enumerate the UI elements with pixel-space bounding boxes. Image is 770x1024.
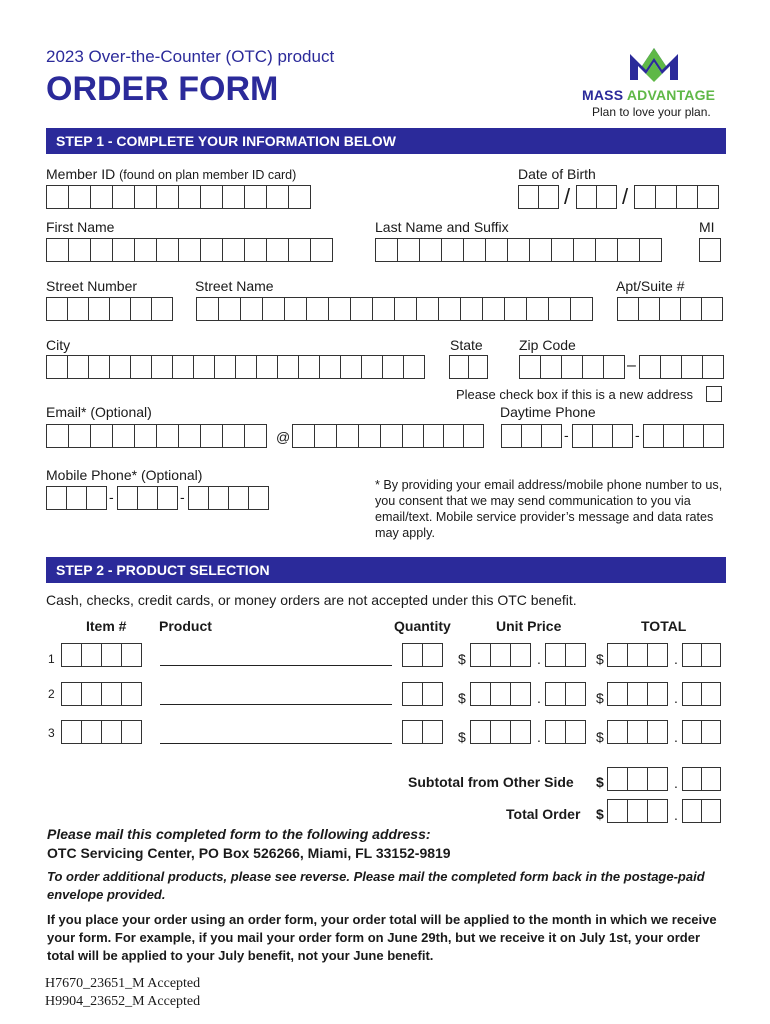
product-name-line[interactable] — [160, 704, 392, 705]
quantity-field[interactable] — [402, 720, 442, 744]
total-decimal: . — [674, 729, 678, 745]
column-total: TOTAL — [641, 618, 687, 634]
member-id-label: Member ID (found on plan member ID card) — [46, 166, 297, 182]
total-order-dollars-field[interactable] — [607, 799, 667, 823]
unit-price-decimal: . — [537, 690, 541, 706]
street-number-field[interactable] — [46, 297, 172, 321]
column-unit-price: Unit Price — [496, 618, 562, 634]
total-dollars-field[interactable] — [607, 682, 667, 706]
email-label: Email* (Optional) — [46, 404, 152, 420]
total-decimal: . — [674, 690, 678, 706]
unit-price-dollar: $ — [458, 690, 466, 706]
mail-instruction: Please mail this completed form to the following address: — [47, 826, 431, 842]
mi-field[interactable] — [699, 238, 720, 262]
daytime-line-field[interactable] — [643, 424, 723, 448]
unit-price-decimal: . — [537, 729, 541, 745]
logo-brand-mass: MASS — [582, 87, 624, 103]
new-address-checkbox[interactable] — [706, 386, 722, 402]
street-name-field[interactable] — [196, 297, 592, 321]
column-product: Product — [159, 618, 212, 634]
mobile-line-field[interactable] — [188, 486, 268, 510]
mailing-address: OTC Servicing Center, PO Box 526266, Miami, FL 33152-9819 — [47, 845, 451, 861]
zip-field[interactable] — [519, 355, 624, 379]
item-number-field[interactable] — [61, 682, 141, 706]
street-number-label: Street Number — [46, 278, 138, 294]
dob-label: Date of Birth — [518, 166, 596, 182]
first-name-field[interactable] — [46, 238, 332, 262]
total-decimal: . — [674, 651, 678, 667]
total-cents-field[interactable] — [682, 682, 720, 706]
total-cents-field[interactable] — [682, 720, 720, 744]
mobile-phone-label: Mobile Phone* (Optional) — [46, 467, 203, 483]
step2-heading: STEP 2 - PRODUCT SELECTION — [46, 557, 726, 583]
total-order-dollar: $ — [596, 806, 604, 822]
column-item: Item # — [86, 618, 127, 634]
form-code-1: H7670_23651_M Accepted — [45, 976, 201, 991]
item-number-field[interactable] — [61, 643, 141, 667]
subtotal-cents-field[interactable] — [682, 767, 720, 791]
payment-notice: Cash, checks, credit cards, or money orders are not accepted under this OTC benefit. — [46, 592, 577, 608]
unit-price-dollar: $ — [458, 651, 466, 667]
first-name-label: First Name — [46, 219, 115, 235]
page-title: ORDER FORM — [46, 70, 279, 108]
total-dollar: $ — [596, 651, 604, 667]
apt-field[interactable] — [617, 297, 722, 321]
street-name-label: Street Name — [195, 278, 274, 294]
email-at-sign: @ — [276, 429, 291, 445]
daytime-prefix-field[interactable] — [572, 424, 632, 448]
form-subtitle: 2023 Over-the-Counter (OTC) product — [46, 47, 335, 66]
total-order-label: Total Order — [506, 806, 581, 822]
city-label: City — [46, 337, 71, 353]
daytime-hyphen-2: - — [635, 427, 640, 443]
zip-dash: – — [627, 357, 636, 374]
city-field[interactable] — [46, 355, 424, 379]
state-field[interactable] — [449, 355, 487, 379]
email-tld-field[interactable] — [423, 424, 483, 448]
row-number: 2 — [48, 687, 55, 701]
dob-year-field[interactable] — [634, 185, 718, 209]
order-month-note: If you place your order using an order form, your order total will be applied to the month in which we receive your form. For example, if you mail your order form on June 29th, but we receive it on July 1st, your order total will be applied to your July benefit, not your June benefit. — [47, 912, 717, 963]
quantity-field[interactable] — [402, 643, 442, 667]
unit-price-dollars-field[interactable] — [470, 720, 530, 744]
product-name-line[interactable] — [160, 743, 392, 744]
state-label: State — [450, 337, 483, 353]
dob-day-field[interactable] — [576, 185, 616, 209]
subtotal-decimal: . — [674, 775, 678, 791]
member-id-field[interactable] — [46, 185, 310, 209]
quantity-field[interactable] — [402, 682, 442, 706]
daytime-phone-label: Daytime Phone — [500, 404, 596, 420]
subtotal-dollars-field[interactable] — [607, 767, 667, 791]
email-user-field[interactable] — [46, 424, 266, 448]
form-code-2: H9904_23652_M Accepted — [45, 994, 201, 1009]
subtotal-label: Subtotal from Other Side — [408, 774, 574, 790]
last-name-field[interactable] — [375, 238, 661, 262]
email-domain-field[interactable] — [292, 424, 424, 448]
unit-price-cents-field[interactable] — [545, 643, 585, 667]
total-dollars-field[interactable] — [607, 643, 667, 667]
consent-note: * By providing your email address/mobile phone number to us, you consent that we may send communication to you via email/text. Mobile service provider’s message and data rates may apply. — [375, 478, 723, 540]
column-quantity: Quantity — [394, 618, 451, 634]
zip-label: Zip Code — [519, 337, 576, 353]
total-dollar: $ — [596, 729, 604, 745]
row-number: 1 — [48, 652, 55, 666]
row-number: 3 — [48, 726, 55, 740]
zip-plus4-field[interactable] — [639, 355, 723, 379]
logo-brand-advantage: ADVANTAGE — [626, 87, 716, 103]
mass-advantage-logo — [578, 44, 728, 120]
item-number-field[interactable] — [61, 720, 141, 744]
mi-label: MI — [699, 219, 715, 235]
total-order-cents-field[interactable] — [682, 799, 720, 823]
mobile-area-code-field[interactable] — [46, 486, 106, 510]
daytime-hyphen-1: - — [564, 427, 569, 443]
dob-slash-1: / — [564, 184, 571, 209]
unit-price-dollar: $ — [458, 729, 466, 745]
mobile-hyphen-1: - — [109, 489, 114, 505]
mobile-hyphen-2: - — [180, 489, 185, 505]
unit-price-dollars-field[interactable] — [470, 643, 530, 667]
mobile-prefix-field[interactable] — [117, 486, 177, 510]
step1-heading: STEP 1 - COMPLETE YOUR INFORMATION BELOW — [46, 128, 726, 154]
total-dollars-field[interactable] — [607, 720, 667, 744]
unit-price-dollars-field[interactable] — [470, 682, 530, 706]
last-name-label: Last Name and Suffix — [375, 219, 509, 235]
subtotal-dollar: $ — [596, 774, 604, 790]
logo-tagline: Plan to love your plan. — [592, 105, 711, 119]
reorder-note: To order additional products, please see reverse. Please mail the completed form back in the postage-paid envelope provided. — [47, 869, 705, 902]
product-name-line[interactable] — [160, 665, 392, 666]
unit-price-cents-field[interactable] — [545, 682, 585, 706]
total-order-decimal: . — [674, 807, 678, 823]
unit-price-decimal: . — [537, 651, 541, 667]
mountain-logo-icon — [578, 44, 728, 86]
total-cents-field[interactable] — [682, 643, 720, 667]
apt-label: Apt/Suite # — [616, 278, 685, 294]
daytime-area-code-field[interactable] — [501, 424, 561, 448]
unit-price-cents-field[interactable] — [545, 720, 585, 744]
total-dollar: $ — [596, 690, 604, 706]
dob-month-field[interactable] — [518, 185, 558, 209]
new-address-label: Please check box if this is a new address — [456, 387, 694, 402]
dob-slash-2: / — [622, 184, 629, 209]
